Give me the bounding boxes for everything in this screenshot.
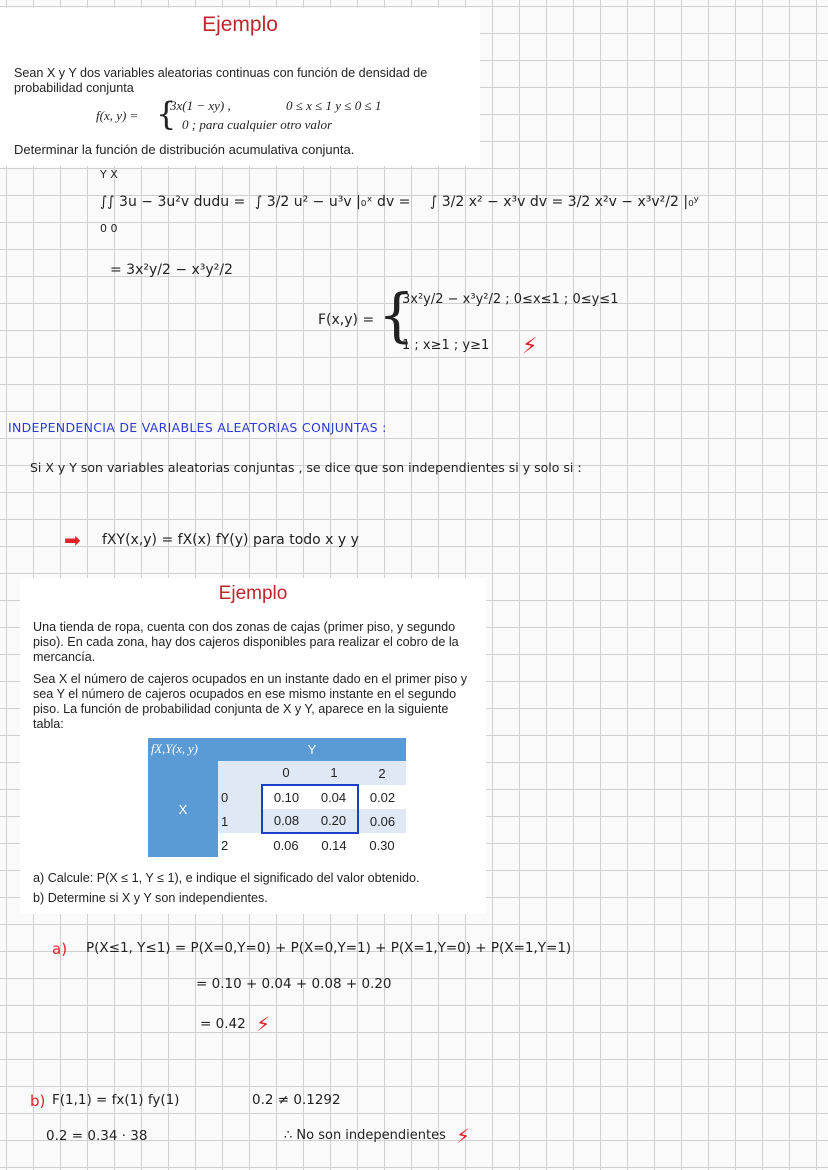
row-header: 1 bbox=[218, 809, 262, 833]
sol-a-label: a) bbox=[52, 940, 68, 958]
table-cell: 0.10 bbox=[262, 785, 310, 809]
independence-heading: INDEPENDENCIA DE VARIABLES ALEATORIAS CONJUNTAS : bbox=[8, 420, 387, 435]
col-header: 0 bbox=[262, 761, 310, 785]
table-cell: 0.08 bbox=[262, 809, 310, 833]
F-case2: 1 ; x≥1 ; y≥1 bbox=[402, 338, 490, 353]
brace: { bbox=[156, 95, 177, 133]
row-header: 0 bbox=[218, 785, 262, 809]
header-spacer bbox=[218, 761, 262, 785]
question-a: a) Calcule: P(X ≤ 1, Y ≤ 1), e indique el significado del valor obtenido. bbox=[33, 871, 420, 885]
col-header: 1 bbox=[310, 761, 358, 785]
table-cell: 0.02 bbox=[369, 789, 396, 805]
table-cell: 0.06 bbox=[273, 838, 299, 853]
example2-p2: Sea X el número de cajeros ocupados en un instante dado en el primer piso y sea Y el número de cajeros ocupados en ese mismo instante en el segundo piso. La función de probabilidad conjunta de X y Y, aparece en la siguiente tabla: bbox=[33, 672, 468, 731]
col-header: 2 bbox=[358, 761, 406, 785]
sol-b-label: b) bbox=[30, 1092, 46, 1110]
example1-intro: Sean X y Y dos variables aleatorias continuas con función de densidad de probabilidad conjunta bbox=[14, 66, 428, 95]
example1-card bbox=[0, 8, 480, 166]
case2: 0 ; para cualquier otro valor bbox=[182, 117, 333, 132]
answer-mark-icon: ⚡ bbox=[456, 1124, 471, 1148]
integral-step2: ∫ 3/2 u² − u³v |₀ˣ dv = bbox=[255, 194, 411, 210]
example1-title: Ejemplo bbox=[202, 13, 278, 36]
arrow-icon: ➡ bbox=[64, 528, 81, 552]
sol-b-line1-right: 0.2 ≠ 0.1292 bbox=[252, 1092, 341, 1108]
question-b: b) Determine si X y Y son independientes. bbox=[33, 891, 268, 905]
probability-table bbox=[148, 738, 406, 857]
example1-task: Determinar la función de distribución acumulativa conjunta. bbox=[14, 142, 355, 157]
row-var-label: X bbox=[148, 761, 218, 857]
answer-mark-icon: ⚡ bbox=[256, 1012, 271, 1036]
F-label: F(x,y) = bbox=[318, 312, 375, 328]
limits-upper: Y X bbox=[100, 168, 118, 181]
independence-statement: Si X y Y son variables aleatorias conjuntas , se dice que son independientes si y solo si : bbox=[30, 460, 582, 475]
independence-formula: fXY(x,y) = fX(x) fY(y) para todo x y y bbox=[102, 532, 359, 548]
example2-title: Ejemplo bbox=[218, 583, 288, 604]
table-cell: 0.04 bbox=[310, 785, 358, 809]
integral-step1: ∫∫ 3u − 3u²v dudu = bbox=[100, 194, 246, 210]
case1-expr: 3x(1 − xy) , bbox=[170, 98, 231, 113]
limits-lower: 0 0 bbox=[100, 222, 118, 235]
case1-cond: 0 ≤ x ≤ 1 y ≤ 0 ≤ 1 bbox=[286, 98, 382, 113]
density-function bbox=[96, 95, 476, 134]
integral-step3: ∫ 3/2 x² − x³v dv = 3/2 x²v − x³v²/2 |₀ʸ bbox=[430, 194, 699, 210]
f-label: f(x, y) = bbox=[96, 108, 139, 123]
example2-p1: Una tienda de ropa, cuenta con dos zonas de cajas (primer piso, y segundo piso). En cada zona, hay dos cajeros disponibles para realizar el cobro de la mercancía. bbox=[33, 620, 459, 664]
example2-card bbox=[20, 578, 486, 914]
sol-a-line1: P(X≤1, Y≤1) = P(X=0,Y=0) + P(X=0,Y=1) + P(X=1,Y=0) + P(X=1,Y=1) bbox=[86, 940, 572, 956]
table-corner: fX,Y(x, y) bbox=[148, 738, 218, 761]
F-brace: { bbox=[378, 281, 415, 349]
table-cell: 0.20 bbox=[310, 809, 358, 833]
result-line: = 3x²y/2 − x³y²/2 bbox=[110, 262, 233, 278]
sol-a-line3: = 0.42 bbox=[200, 1016, 246, 1032]
table-cell: 0.30 bbox=[369, 837, 395, 853]
table-cell: 0.14 bbox=[321, 838, 347, 853]
table-cell: 0.06 bbox=[358, 809, 406, 833]
sol-b-line2: 0.2 = 0.34 · 38 bbox=[46, 1128, 148, 1144]
col-var-label: Y bbox=[218, 738, 406, 761]
sol-b-conclusion: ∴ No son independientes bbox=[284, 1128, 446, 1143]
row-header: 2 bbox=[218, 833, 262, 857]
sol-a-line2: = 0.10 + 0.04 + 0.08 + 0.20 bbox=[196, 976, 392, 992]
sol-b-line1: F(1,1) = fx(1) fy(1) bbox=[52, 1092, 180, 1108]
F-case1: 3x²y/2 − x³y²/2 ; 0≤x≤1 ; 0≤y≤1 bbox=[402, 292, 619, 307]
answer-mark-icon: ⚡ bbox=[522, 334, 538, 359]
